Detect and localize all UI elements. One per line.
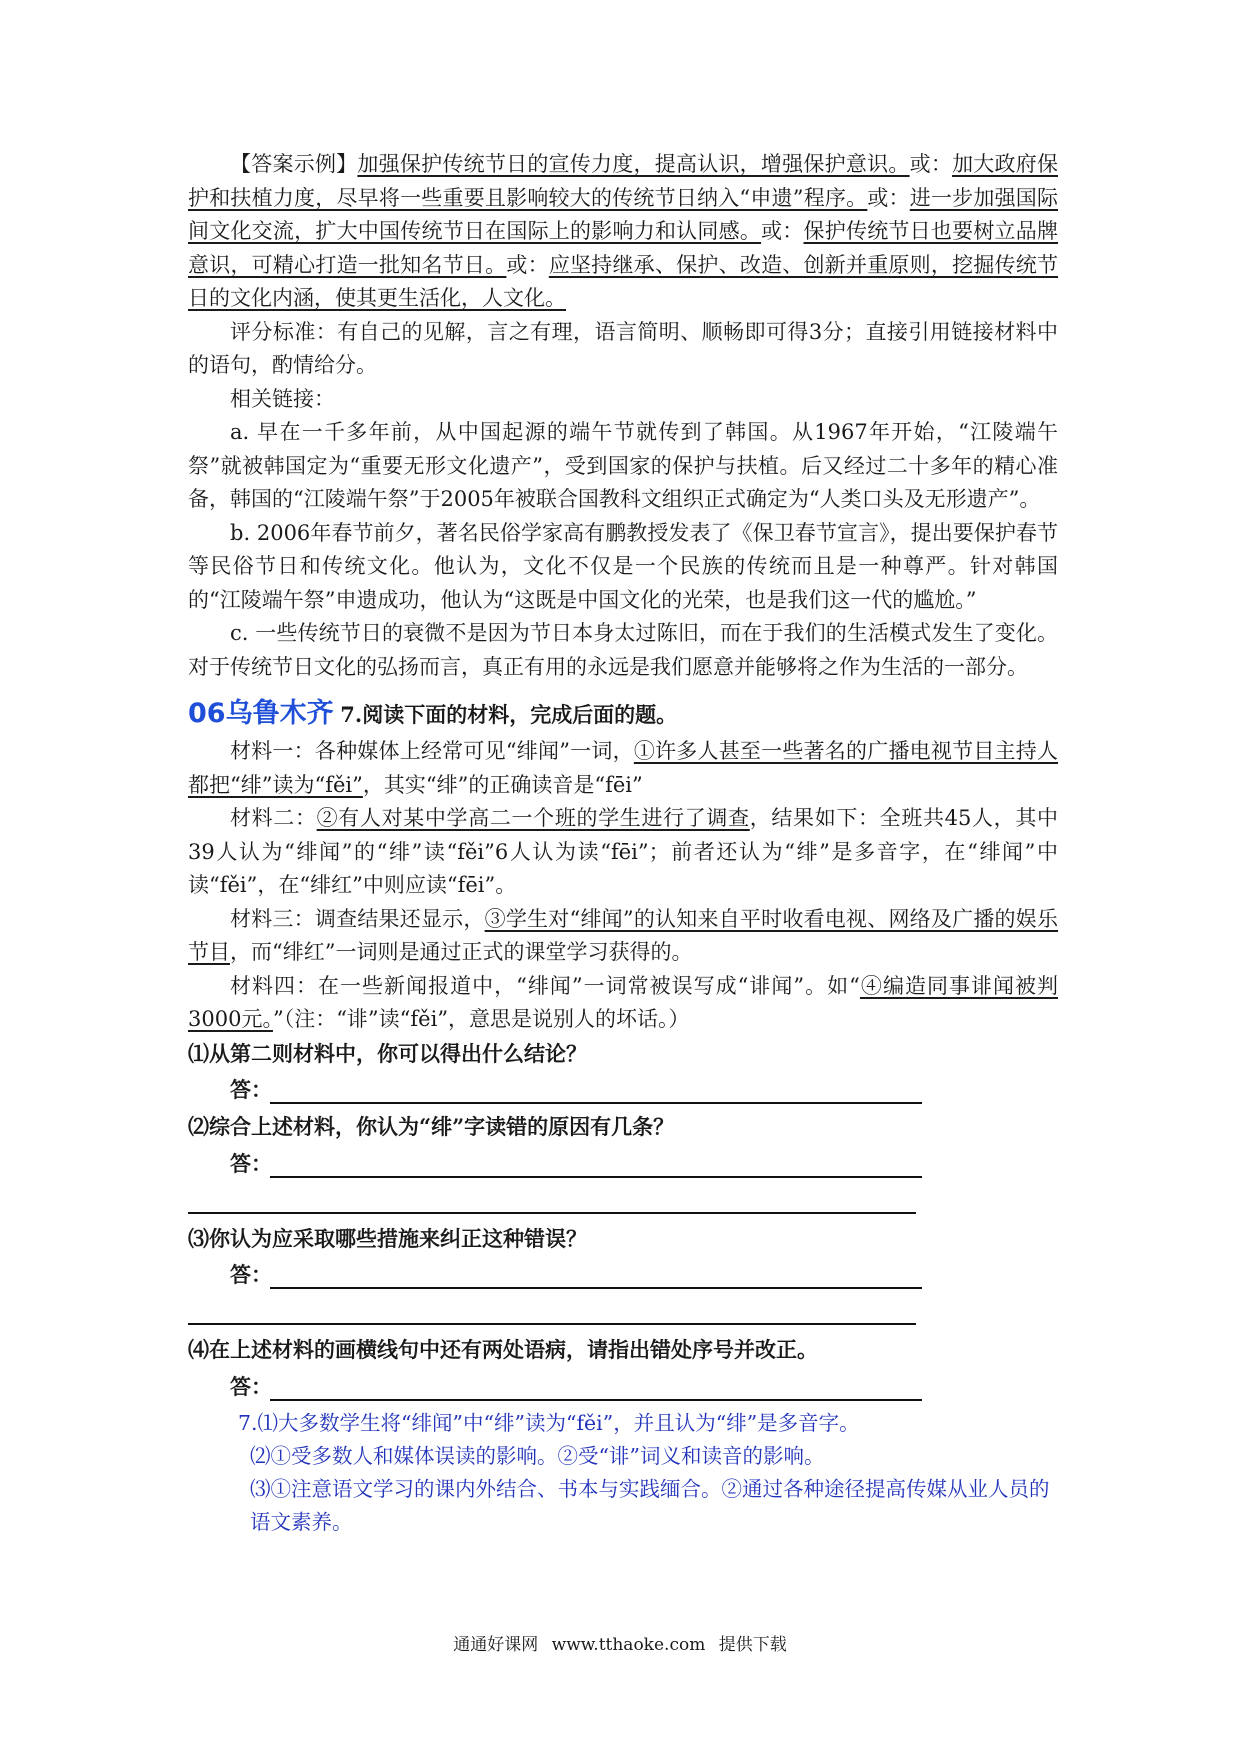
answer-row-4[interactable] bbox=[188, 1367, 1058, 1401]
answer-line[interactable] bbox=[270, 1377, 922, 1401]
material-2-tail: ，结果如下：全班共45人，其中39人认为“绯闻”的“绯”读“fěi”6人认为读“fēi”；前者还认为“绯”是多音字，在“绯闻”中读“fěi”，在“绯红”中则应读“fēi”。 bbox=[188, 806, 1058, 897]
material-3-underlined: ③学生对“绯闻”的认知来自平时收看电视、网络及广播的娱乐节目 bbox=[188, 906, 1058, 964]
section-question: 7.阅读下面的材料，完成后面的题。 bbox=[340, 702, 678, 727]
answer-sentence-1: 加强保护传统节日的宣传力度，提高认识，增强保护意识。 bbox=[357, 152, 910, 176]
page-footer bbox=[0, 1630, 1240, 1655]
answer-example-paragraph bbox=[188, 148, 1058, 316]
answer-line-continued[interactable] bbox=[188, 1178, 916, 1214]
material-1 bbox=[188, 735, 1058, 802]
question-1: ⑴从第二则材料中，你可以得出什么结论？ bbox=[188, 1040, 587, 1066]
question-2: ⑵综合上述材料，你认为“绯”字读错的原因有几条？ bbox=[188, 1114, 675, 1139]
material-2 bbox=[188, 802, 1058, 903]
answer-example-label: 【答案示例】 bbox=[230, 152, 358, 176]
material-2-text: 材料二： bbox=[230, 806, 317, 830]
answer-sentence-5: 应坚持继承、保护、改造、创新并重原则，挖掘传统节日的文化内涵，使其更生活化，人文化。 bbox=[188, 252, 1059, 310]
material-4-tail: ”（注：“诽”读“fěi”，意思是说别人的坏话。） bbox=[272, 1007, 690, 1031]
answer-sentence-2: 加大政府保护和扶植力度，尽早将一些重要且影响较大的传统节日纳入“申遗”程序。 bbox=[188, 152, 1059, 210]
answer-label: 答： bbox=[230, 1262, 272, 1287]
question-4: ⑷在上述材料的画横线句中还有两处语病，请指出错处序号并改正。 bbox=[188, 1337, 818, 1362]
answer-row-3[interactable] bbox=[188, 1255, 1058, 1289]
links-title: 相关链接： bbox=[230, 386, 335, 411]
answer-line-continued[interactable] bbox=[188, 1289, 916, 1325]
section-heading bbox=[188, 694, 1058, 735]
answer-key-1: 7.⑴大多数学生将“绯闻”中“绯”读为“fěi”，并且认为“绯”是多音字。 bbox=[238, 1410, 860, 1435]
answer-label: 答： bbox=[230, 1373, 272, 1399]
answer-key-2: ⑵①受多数人和媒体误读的影响。②受“诽”词义和读音的影响。 bbox=[250, 1443, 825, 1468]
page-content bbox=[188, 148, 1058, 1539]
material-4-text: 材料四：在一些新闻报道中，“绯闻”一词常被误写成“诽闻”。如“ bbox=[230, 973, 860, 998]
answer-or-2: 或： bbox=[867, 185, 910, 210]
section-code: 06乌鲁木齐 bbox=[188, 698, 334, 729]
footer-url: www.tthaoke.com bbox=[551, 1635, 706, 1655]
answer-key-3: ⑶①注意语文学习的课内外结合、书本与实践缅合。②通过各种途径提高传媒从业人员的语文素养。 bbox=[250, 1476, 1050, 1534]
material-2-underlined: ②有人对某中学高二一个班的学生进行了调查 bbox=[316, 806, 750, 830]
answer-line[interactable] bbox=[270, 1080, 922, 1104]
answer-row-2[interactable] bbox=[188, 1144, 1058, 1178]
material-3-text: 材料三：调查结果还显示， bbox=[230, 906, 485, 931]
question-3: ⑶你认为应采取哪些措施来纠正这种错误？ bbox=[188, 1225, 587, 1251]
material-3-tail: ，而“绯红”一词则是通过正式的课堂学习获得的。 bbox=[230, 940, 693, 964]
material-1-tail: ，其实“绯”的正确读音是“fēi” bbox=[362, 772, 643, 797]
answer-or-4: 或： bbox=[506, 252, 549, 277]
material-1-text: 材料一：各种媒体上经常可见“绯闻”一词， bbox=[230, 739, 634, 763]
answer-or-1: 或： bbox=[909, 152, 953, 176]
footer-site-name: 通通好课网 bbox=[453, 1635, 539, 1655]
answer-line[interactable] bbox=[270, 1265, 922, 1289]
link-c: c. 一些传统节日的衰微不是因为节日本身太过陈旧，而在于我们的生活模式发生了变化。对于传统节日文化的弘扬而言，真正有用的永远是我们愿意并能够将之作为生活的一部分。 bbox=[188, 621, 1058, 679]
scoring-standard: 评分标准：有自己的见解，言之有理，语言简明、顺畅即可得3分；直接引用链接材料中的语句，酌情给分。 bbox=[188, 319, 1058, 377]
answer-sentence-4: 保护传统节日也要树立品牌意识，可精心打造一批知名节日。 bbox=[188, 219, 1059, 277]
answer-key bbox=[188, 1407, 1058, 1539]
answer-or-3: 或： bbox=[761, 219, 804, 243]
footer-download-text: 提供下载 bbox=[718, 1635, 787, 1655]
answer-line[interactable] bbox=[270, 1154, 922, 1178]
answer-label: 答： bbox=[230, 1077, 272, 1102]
answer-sentence-3: 进一步加强国际间文化交流，扩大中国传统节日在国际上的影响力和认同感。 bbox=[188, 185, 1058, 243]
link-a: a. 早在一千多年前，从中国起源的端午节就传到了韩国。从1967年开始，“江陵端午祭”就被韩国定为“重要无形文化遗产”，受到国家的保护与扶植。后又经过二十多年的精心准备，韩国的“江陵端午祭”于2005年被联合国教科文组织正式确定为“人类口头及无形遗产”。 bbox=[188, 420, 1058, 511]
link-b: b. 2006年春节前夕，著名民俗学家高有鹏教授发表了《保卫春节宣言》，提出要保护春节等民俗节日和传统文化。他认为，文化不仅是一个民族的传统而且是一种尊严。针对韩国的“江陵端午祭”申遗成功，他认为“这既是中国文化的光荣，也是我们这一代的尴尬。” bbox=[188, 520, 1058, 612]
answer-label: 答： bbox=[230, 1150, 272, 1176]
material-3 bbox=[188, 903, 1058, 970]
answer-row-1[interactable] bbox=[188, 1070, 1058, 1104]
material-4-underlined: ④编造同事诽闻被判3000元。 bbox=[188, 973, 1058, 1031]
material-4 bbox=[188, 970, 1058, 1037]
material-1-underlined: ①许多人甚至一些著名的广播电视节目主持人都把“绯”读为“fěi” bbox=[188, 739, 1058, 797]
